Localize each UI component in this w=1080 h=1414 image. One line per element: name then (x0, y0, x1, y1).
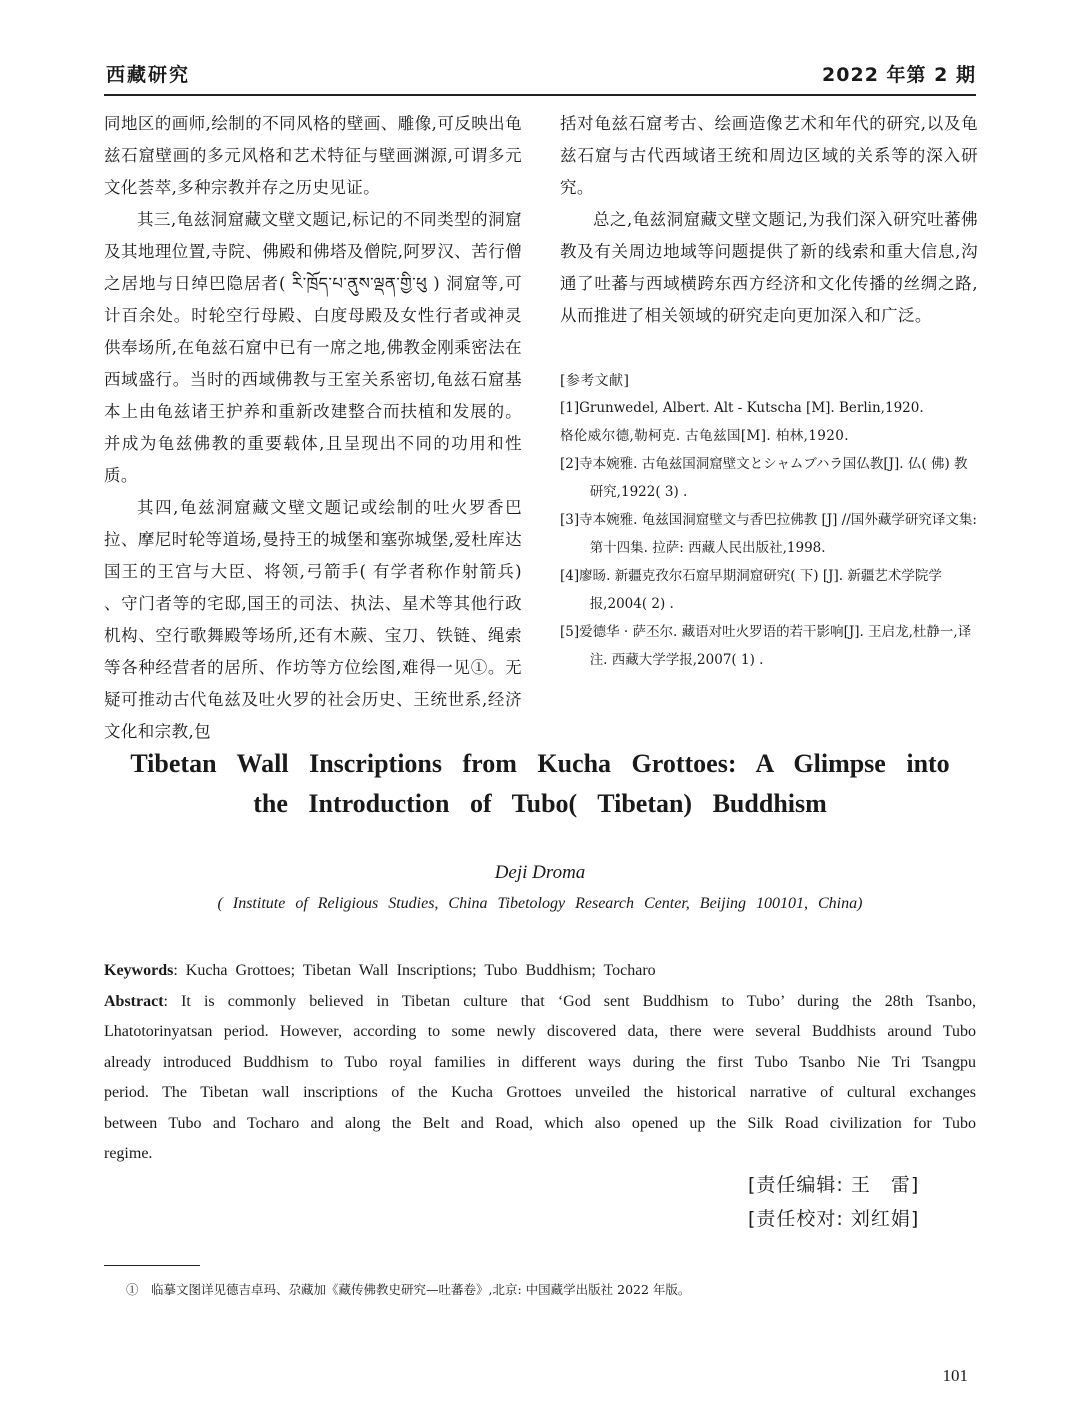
reference-text: 寺本婉雅. 古龟兹国洞窟壁文とシャムブハラ国仏教[J]. 仏( 佛) 教研究,1922( 3) . (579, 456, 968, 500)
paragraph: 其三,龟兹洞窟藏文壁文题记,标记的不同类型的洞窟及其地理位置,寺院、佛殿和佛塔及僧院,阿罗汉、苦行僧之居地与日绰巴隐居者( རི་ཁྲོད་པ་ནུས་ལྡན་གྱི་ཕུ ) 洞窟等,可计百余处。时轮空行母殿、白度母殿及女性行者或神灵供奉场所,在龟兹石窟中已有一席之地,佛教金刚乘密法在西域盛行。当时的西域佛教与王室关系密切,龟兹石窟基本上由龟兹诸王护养和重新改建整合而扶植和发展的。并成为龟兹佛教的重要载体,且呈现出不同的功用和性质。 (104, 210, 522, 485)
reference-item (560, 450, 978, 506)
paragraph: 总之,龟兹洞窟藏文壁文题记,为我们深入研究吐蕃佛教及有关周边地域等问题提供了新的线索和重大信息,沟通了吐蕃与西域横跨东西方经济和文化传播的丝绸之路,从而推进了相关领域的研究走向更加深入和广泛。 (560, 210, 978, 325)
reference-number: [2] (560, 456, 580, 472)
keywords-line (104, 956, 976, 987)
editor-credits (748, 1168, 919, 1236)
footnote: ① 临摹文图详见德吉卓玛、尕藏加《藏传佛教史研究—吐蕃卷》,北京: 中国藏学出版社 2022 年版。 (126, 1282, 691, 1297)
title-line: the Introduction of Tubo( Tibetan) Buddhism (253, 789, 827, 818)
reference-item (560, 394, 978, 450)
english-title (104, 744, 976, 824)
abstract-text: : It is commonly believed in Tibetan culture that ‘God sent Buddhism to Tubo’ during the 28th Tsanbo, Lhatotorinyatsan period. However, according to some newly discovered data, there were several Buddhists around Tubo already introduced Buddhism to Tubo royal families in different ways during the first Tubo Tsanbo Nie Tri Tsangpu period. The Tibetan wall inscriptions of the Kucha Grottoes unveiled the historical narrative of cultural exchanges between Tubo and Tocharo and along the Belt and Road, which also opened up the Silk Road civilization for Tubo regime. (104, 992, 976, 1162)
footnote-divider (104, 1265, 200, 1266)
keywords-label: Keywords (104, 962, 174, 979)
reference-text: 寺本婉雅. 龟兹国洞窟壁文与香巴拉佛教 [J] //国外藏学研究译文集: 第十四集. 拉萨: 西藏人民出版社,1998. (579, 512, 977, 556)
responsible-editor: [责任编辑: 王 雷] (748, 1174, 920, 1196)
abstract-paragraph (104, 987, 976, 1170)
paragraph: 同地区的画师,绘制的不同风格的壁画、雕像,可反映出龟兹石窟壁画的多元风格和艺术特征与壁画渊源,可谓多元文化荟萃,多种宗教并存之历史见证。 (104, 114, 522, 197)
reference-number: [3] (560, 512, 580, 528)
reference-number: [4] (560, 568, 580, 584)
keywords-text: : Kucha Grottoes; Tibetan Wall Inscriptions; Tubo Buddhism; Tocharo (173, 962, 656, 979)
reference-note: 格伦威尔德,勒柯克. 古龟兹国[M]. 柏林,1920. (560, 428, 849, 444)
left-column (104, 108, 522, 748)
reference-text: 爱德华 · 萨丕尔. 藏语对吐火罗语的若干影响[J]. 王启龙,杜静一,译注. 西藏大学学报,2007( 1) . (579, 624, 972, 668)
issue-label: 2022 年第 2 期 (822, 64, 976, 86)
english-abstract-block (104, 956, 976, 1170)
abstract-label: Abstract (104, 992, 164, 1010)
title-line: Tibetan Wall Inscriptions from Kucha Grottoes: A Glimpse into (130, 749, 950, 778)
references-heading: [参考文献] (560, 373, 630, 389)
reference-item (560, 506, 978, 562)
paragraph: 其四,龟兹洞窟藏文壁文题记或绘制的吐火罗香巴拉、摩尼时轮等道场,曼持王的城堡和塞弥城堡,爱杜库达国王的王宫与大臣、将领,弓箭手( 有学者称作射箭兵) 、守门者等的宅邸,国王的司法、执法、星术等其他行政机构、空行歌舞殿等场所,还有木蕨、宝刀、铁链、绳索等各种经营者的居所、作坊等方位绘图,难得一见①。无疑可推动古代龟兹及吐火罗的社会历史、王统世系,经济文化和宗教,包 (104, 498, 522, 741)
author-name: Deji Droma (494, 862, 586, 883)
reference-number: [1] (560, 400, 580, 416)
paragraph: 括对龟兹石窟考古、绘画造像艺术和年代的研究,以及龟兹石窟与古代西域诸王统和周边区域的关系等的深入研究。 (560, 114, 978, 197)
reference-number: [5] (560, 624, 580, 640)
responsible-proofreader: [责任校对: 刘红娟] (748, 1208, 920, 1230)
reference-text: 廖旸. 新疆克孜尔石窟早期洞窟研究( 下) [J]. 新疆艺术学院学报,2004( 2) . (579, 568, 942, 612)
reference-text: Grunwedel, Albert. Alt - Kutscha [M]. Berlin,1920. (579, 400, 924, 416)
author-affiliation: ( Institute of Religious Studies, China Tibetology Research Center, Beijing 100101, China) (217, 895, 863, 912)
page-number: 101 (942, 1366, 968, 1385)
right-column (560, 108, 978, 674)
reference-item (560, 618, 978, 674)
journal-name: 西藏研究 (106, 64, 191, 86)
running-header (104, 58, 976, 96)
reference-item (560, 562, 978, 618)
